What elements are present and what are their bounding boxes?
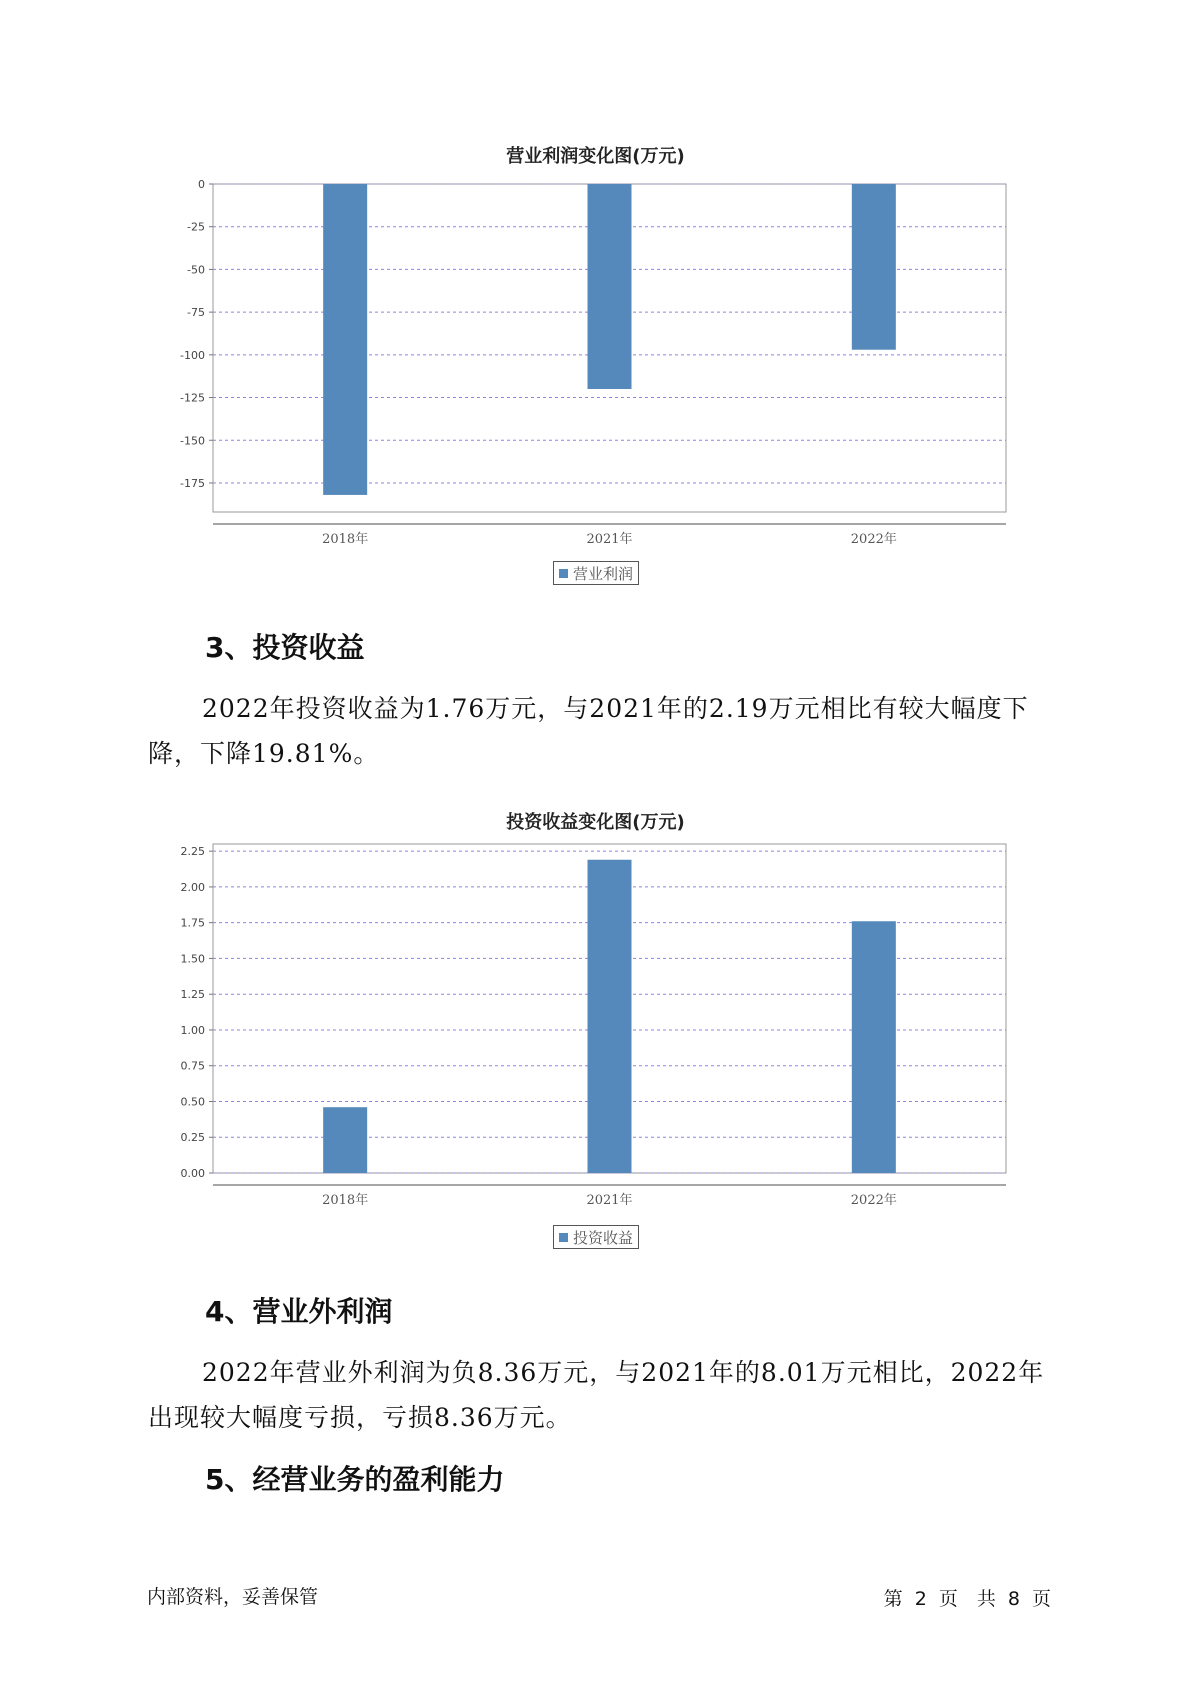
y-tick-label: 0.50 (180, 1095, 205, 1109)
y-tick-label: 1.75 (180, 916, 205, 930)
y-tick-label: 0.25 (180, 1131, 205, 1145)
y-tick-label: 0.75 (180, 1059, 205, 1073)
chart1-title: 营业利润变化图(万元) (506, 146, 685, 167)
footer-page-number: 第 2 页 共 8 页 (883, 1588, 1051, 1610)
x-tick-label: 2021年 (586, 1193, 633, 1208)
y-tick-label: -50 (187, 263, 205, 277)
y-tick-label: 2.00 (180, 880, 205, 894)
y-tick-label: 1.25 (180, 988, 205, 1002)
bar-2022年 (852, 921, 896, 1173)
x-tick-label: 2022年 (850, 532, 897, 547)
chart2-legend-label: 投资收益 (573, 1228, 634, 1247)
section3-heading: 3、投资收益 (205, 631, 365, 664)
section5-heading: 5、经营业务的盈利能力 (205, 1463, 505, 1496)
bar-2021年 (588, 860, 632, 1173)
x-tick-label: 2018年 (322, 532, 369, 547)
x-tick-label: 2021年 (586, 532, 633, 547)
y-tick-label: 2.25 (180, 845, 205, 859)
y-tick-label: 0.00 (180, 1167, 205, 1180)
chart2-legend (553, 1225, 639, 1249)
y-tick-label: -150 (180, 434, 205, 448)
bar-2018年 (323, 1107, 367, 1173)
section4-paragraph: 2022年营业外利润为负8.36万元，与2021年的8.01万元相比，2022年出现较大幅度亏损，亏损8.36万元。 (148, 1358, 1045, 1432)
y-tick-label: 0 (198, 178, 205, 191)
y-tick-label: 1.00 (180, 1023, 205, 1037)
y-tick-label: -75 (187, 306, 205, 320)
y-tick-label: -25 (187, 220, 205, 234)
y-tick-label: -125 (180, 391, 205, 405)
legend-swatch (559, 1233, 568, 1242)
y-tick-label: -100 (180, 348, 205, 362)
y-tick-label: 1.50 (180, 952, 205, 966)
chart2-title: 投资收益变化图(万元) (506, 812, 685, 833)
section3-paragraph: 2022年投资收益为1.76万元，与2021年的2.19万元相比有较大幅度下降，下降19.81%。 (148, 694, 1029, 768)
chart1-legend-label: 营业利润 (573, 564, 634, 583)
footer-confidential-note: 内部资料，妥善保管 (147, 1586, 319, 1608)
y-tick-label: -175 (180, 476, 205, 490)
x-tick-label: 2018年 (322, 1193, 369, 1208)
section4-heading: 4、营业外利润 (205, 1295, 393, 1328)
x-tick-label: 2022年 (850, 1193, 897, 1208)
